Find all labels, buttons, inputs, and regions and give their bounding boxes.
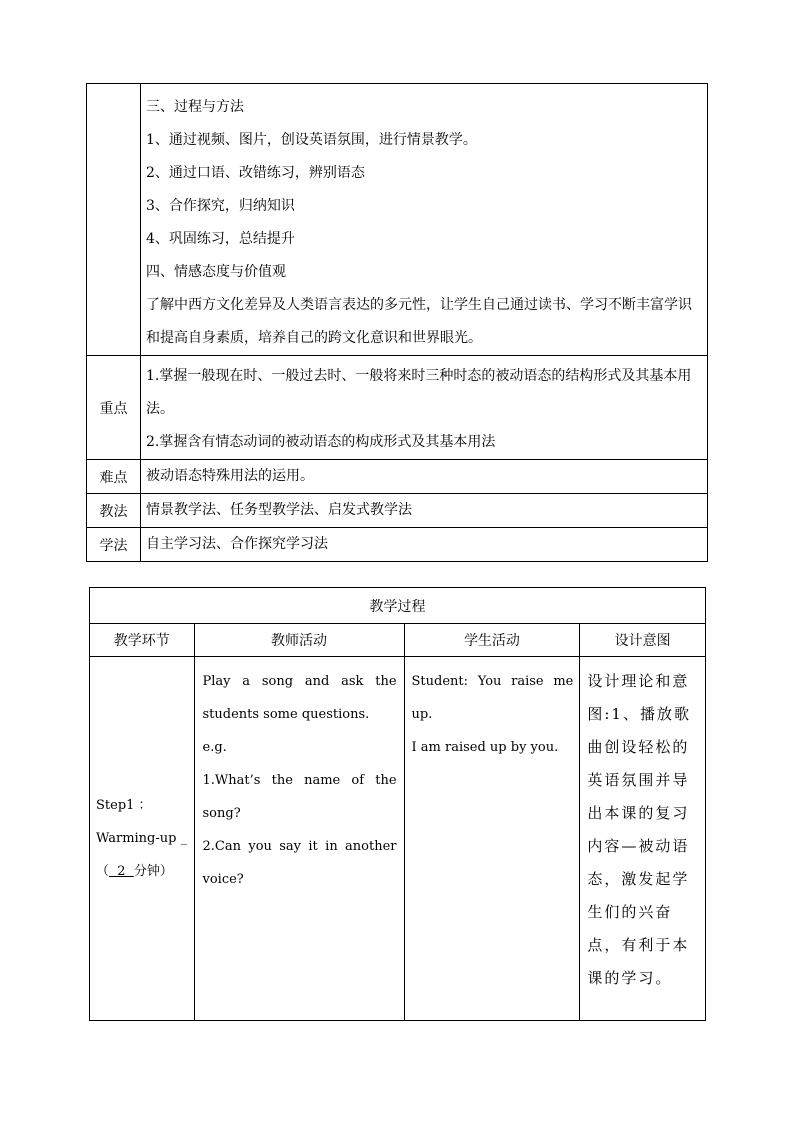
step-time-value: 2 xyxy=(109,864,134,879)
step-stage: Warming-up _ xyxy=(96,831,188,846)
header-student: 学生活动 xyxy=(404,624,580,657)
key-point-2: 2.掌握含有情态动词的被动语态的构成形式及其基本用法 xyxy=(146,434,496,450)
teaching-process-table xyxy=(89,587,706,1021)
difficulty-row xyxy=(87,460,708,494)
step1-row xyxy=(90,657,706,1021)
student-line-2: up. xyxy=(411,707,433,722)
process-label-cell xyxy=(87,84,141,356)
teacher-question-1b: song? xyxy=(202,806,241,821)
emotion-text: 了解中西方文化差异及人类语言表达的多元性，让学生自己通过读书、学习不断丰富学识和提高自身素质，培养自己的跨文化意识和世界眼光。 xyxy=(146,297,692,346)
teacher-line-3: e.g. xyxy=(202,740,227,755)
process-cell xyxy=(141,84,708,356)
process-item-3: 3、合作探究，归纳知识 xyxy=(146,198,295,214)
process-title-row xyxy=(90,588,706,624)
student-activity-cell xyxy=(404,657,580,1021)
teaching-method-row xyxy=(87,494,708,528)
step-time xyxy=(96,855,191,888)
process-item-4: 4、巩固练习，总结提升 xyxy=(146,231,295,247)
difficulty-label: 难点 xyxy=(87,460,141,494)
process-row xyxy=(87,84,708,356)
teacher-question-1a: 1.What’s the name of the xyxy=(202,773,397,788)
student-line-1: Student: You raise me xyxy=(411,674,574,689)
key-points-cell xyxy=(141,356,708,460)
objectives-table xyxy=(86,83,708,562)
teacher-question-2b: voice? xyxy=(202,872,244,887)
process-heading: 三、过程与方法 xyxy=(146,99,244,115)
learning-method-cell xyxy=(141,528,708,562)
step-time-open: （ xyxy=(96,864,110,879)
key-points-row xyxy=(87,356,708,460)
learning-method-label: 学法 xyxy=(87,528,141,562)
teacher-line-2: students some questions. xyxy=(202,707,370,722)
design-intent-cell xyxy=(580,657,706,1021)
key-point-1: 1.掌握一般现在时、一般过去时、一般将来时三种时态的被动语态的结构形式及其基本用法。 xyxy=(146,368,692,417)
student-line-3: I am raised up by you. xyxy=(411,740,559,755)
teaching-method-cell xyxy=(141,494,708,528)
header-teacher: 教师活动 xyxy=(194,624,404,657)
design-intent-text: 设计理论和意图:1、播放歌曲创设轻松的英语氛围并导出本课的复习内容—被动语态，激发起学生们的兴奋点，有利于本课的学习。 xyxy=(587,672,691,987)
teacher-question-2a: 2.Can you say it in another xyxy=(202,839,397,854)
emotion-heading: 四、情感态度与价值观 xyxy=(146,264,286,280)
learning-method-text: 自主学习法、合作探究学习法 xyxy=(146,536,328,552)
teacher-line-1: Play a song and ask the xyxy=(202,674,397,689)
header-row xyxy=(90,624,706,657)
header-intent: 设计意图 xyxy=(580,624,706,657)
key-points-label: 重点 xyxy=(87,356,141,460)
teaching-method-label: 教法 xyxy=(87,494,141,528)
process-item-1: 1、通过视频、图片，创设英语氛围，进行情景教学。 xyxy=(146,132,477,148)
teaching-method-text: 情景教学法、任务型教学法、启发式教学法 xyxy=(146,502,412,518)
step-name: Step1 ： xyxy=(96,798,152,813)
header-stage: 教学环节 xyxy=(90,624,195,657)
difficulty-text: 被动语态特殊用法的运用。 xyxy=(146,468,314,484)
step-cell xyxy=(90,657,195,1021)
process-title: 教学过程 xyxy=(90,588,706,624)
process-item-2: 2、通过口语、改错练习，辨别语态 xyxy=(146,165,365,181)
teacher-activity-cell xyxy=(194,657,404,1021)
difficulty-cell xyxy=(141,460,708,494)
learning-method-row xyxy=(87,528,708,562)
step-time-close: 分钟） xyxy=(133,864,173,879)
